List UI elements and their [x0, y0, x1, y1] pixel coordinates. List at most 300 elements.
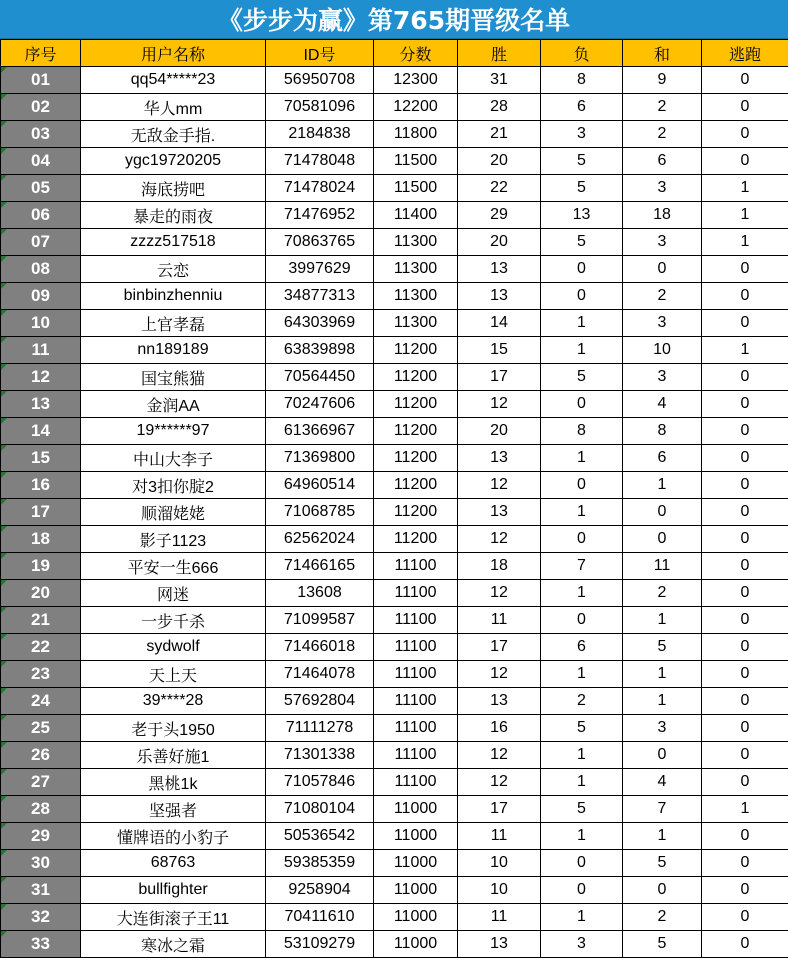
username-cell: 云恋 [81, 256, 266, 283]
losses-cell: 5 [541, 364, 623, 391]
draws-cell: 11 [623, 553, 702, 580]
username-cell: 懂牌语的小豹子 [81, 823, 266, 850]
id-cell: 71301338 [266, 742, 374, 769]
escapes-cell: 1 [702, 337, 788, 364]
id-cell: 64960514 [266, 472, 374, 499]
id-cell: 70564450 [266, 364, 374, 391]
score-cell: 11000 [374, 823, 458, 850]
id-cell: 71099587 [266, 607, 374, 634]
username-cell: 寒冰之霜 [81, 931, 266, 958]
losses-cell: 6 [541, 94, 623, 121]
draws-cell: 1 [623, 688, 702, 715]
score-cell: 11000 [374, 796, 458, 823]
header-draws: 和 [623, 40, 702, 67]
username-cell: 海底捞吧 [81, 175, 266, 202]
username-cell: 无敌金手指. [81, 121, 266, 148]
losses-cell: 0 [541, 526, 623, 553]
username-cell: 39****28 [81, 688, 266, 715]
escapes-cell: 0 [702, 850, 788, 877]
draws-cell: 6 [623, 445, 702, 472]
escapes-cell: 0 [702, 688, 788, 715]
draws-cell: 10 [623, 337, 702, 364]
wins-cell: 28 [458, 94, 541, 121]
score-cell: 11300 [374, 283, 458, 310]
wins-cell: 13 [458, 499, 541, 526]
id-cell: 70863765 [266, 229, 374, 256]
escapes-cell: 0 [702, 526, 788, 553]
table-row [1, 94, 788, 121]
losses-cell: 5 [541, 148, 623, 175]
id-cell: 63839898 [266, 337, 374, 364]
id-cell: 61366967 [266, 418, 374, 445]
wins-cell: 11 [458, 904, 541, 931]
draws-cell: 5 [623, 634, 702, 661]
score-cell: 12200 [374, 94, 458, 121]
draws-cell: 2 [623, 283, 702, 310]
table-row [1, 391, 788, 418]
id-cell: 71369800 [266, 445, 374, 472]
rank-cell: 23 [1, 661, 81, 688]
wins-cell: 14 [458, 310, 541, 337]
username-cell: 老于头1950 [81, 715, 266, 742]
rank-cell: 06 [1, 202, 81, 229]
header-username: 用户名称 [81, 40, 266, 67]
table-row [1, 418, 788, 445]
wins-cell: 11 [458, 823, 541, 850]
losses-cell: 1 [541, 661, 623, 688]
score-cell: 11000 [374, 931, 458, 958]
score-cell: 11100 [374, 661, 458, 688]
escapes-cell: 0 [702, 256, 788, 283]
escapes-cell: 0 [702, 715, 788, 742]
wins-cell: 20 [458, 148, 541, 175]
rank-cell: 14 [1, 418, 81, 445]
id-cell: 34877313 [266, 283, 374, 310]
id-cell: 71478024 [266, 175, 374, 202]
id-cell: 71464078 [266, 661, 374, 688]
draws-cell: 1 [623, 823, 702, 850]
header-losses: 负 [541, 40, 623, 67]
wins-cell: 20 [458, 229, 541, 256]
table-row [1, 796, 788, 823]
wins-cell: 10 [458, 850, 541, 877]
draws-cell: 6 [623, 148, 702, 175]
escapes-cell: 0 [702, 877, 788, 904]
escapes-cell: 0 [702, 742, 788, 769]
header-id: ID号 [266, 40, 374, 67]
username-cell: 坚强者 [81, 796, 266, 823]
losses-cell: 1 [541, 742, 623, 769]
wins-cell: 12 [458, 769, 541, 796]
table-row [1, 229, 788, 256]
rank-cell: 32 [1, 904, 81, 931]
wins-cell: 12 [458, 580, 541, 607]
score-cell: 11200 [374, 445, 458, 472]
losses-cell: 0 [541, 607, 623, 634]
wins-cell: 10 [458, 877, 541, 904]
rank-cell: 29 [1, 823, 81, 850]
draws-cell: 0 [623, 256, 702, 283]
score-cell: 11000 [374, 850, 458, 877]
losses-cell: 1 [541, 337, 623, 364]
losses-cell: 6 [541, 634, 623, 661]
losses-cell: 5 [541, 229, 623, 256]
draws-cell: 3 [623, 715, 702, 742]
score-cell: 11200 [374, 364, 458, 391]
table-body [1, 67, 788, 958]
username-cell: 黑桃1k [81, 769, 266, 796]
username-cell: 乐善好施1 [81, 742, 266, 769]
username-cell: ygc19720205 [81, 148, 266, 175]
id-cell: 50536542 [266, 823, 374, 850]
escapes-cell: 0 [702, 607, 788, 634]
page-title: 《步步为赢》第765期晋级名单 [0, 0, 788, 39]
wins-cell: 12 [458, 661, 541, 688]
score-cell: 11200 [374, 499, 458, 526]
table-row [1, 364, 788, 391]
rank-cell: 15 [1, 445, 81, 472]
score-cell: 11500 [374, 175, 458, 202]
username-cell: 上官孝磊 [81, 310, 266, 337]
losses-cell: 1 [541, 310, 623, 337]
draws-cell: 0 [623, 499, 702, 526]
username-cell: 国宝熊猫 [81, 364, 266, 391]
username-cell: bullfighter [81, 877, 266, 904]
id-cell: 2184838 [266, 121, 374, 148]
rank-cell: 25 [1, 715, 81, 742]
escapes-cell: 0 [702, 931, 788, 958]
escapes-cell: 0 [702, 499, 788, 526]
table-row [1, 148, 788, 175]
draws-cell: 0 [623, 526, 702, 553]
losses-cell: 5 [541, 796, 623, 823]
losses-cell: 0 [541, 256, 623, 283]
rank-cell: 10 [1, 310, 81, 337]
username-cell: 网迷 [81, 580, 266, 607]
score-cell: 11200 [374, 472, 458, 499]
username-cell: sydwolf [81, 634, 266, 661]
table-row [1, 742, 788, 769]
id-cell: 57692804 [266, 688, 374, 715]
table-row [1, 283, 788, 310]
rank-cell: 19 [1, 553, 81, 580]
draws-cell: 8 [623, 418, 702, 445]
draws-cell: 3 [623, 175, 702, 202]
id-cell: 70247606 [266, 391, 374, 418]
score-cell: 12300 [374, 67, 458, 94]
username-cell: 19******97 [81, 418, 266, 445]
losses-cell: 7 [541, 553, 623, 580]
losses-cell: 1 [541, 769, 623, 796]
table-row [1, 931, 788, 958]
draws-cell: 4 [623, 391, 702, 418]
username-cell: 大连街滚子王11 [81, 904, 266, 931]
id-cell: 70581096 [266, 94, 374, 121]
wins-cell: 17 [458, 796, 541, 823]
username-cell: 暴走的雨夜 [81, 202, 266, 229]
wins-cell: 29 [458, 202, 541, 229]
username-cell: zzzz517518 [81, 229, 266, 256]
escapes-cell: 1 [702, 175, 788, 202]
draws-cell: 0 [623, 742, 702, 769]
rank-cell: 33 [1, 931, 81, 958]
header-escapes: 逃跑 [702, 40, 788, 67]
table-row [1, 877, 788, 904]
table-row [1, 823, 788, 850]
draws-cell: 5 [623, 931, 702, 958]
table-row [1, 499, 788, 526]
table-row [1, 121, 788, 148]
rank-cell: 12 [1, 364, 81, 391]
wins-cell: 20 [458, 418, 541, 445]
wins-cell: 13 [458, 931, 541, 958]
rank-cell: 30 [1, 850, 81, 877]
losses-cell: 5 [541, 175, 623, 202]
table-row [1, 310, 788, 337]
losses-cell: 1 [541, 904, 623, 931]
ranking-table [0, 39, 788, 958]
wins-cell: 13 [458, 445, 541, 472]
draws-cell: 2 [623, 580, 702, 607]
table-row [1, 661, 788, 688]
rank-cell: 13 [1, 391, 81, 418]
table-row [1, 472, 788, 499]
wins-cell: 12 [458, 742, 541, 769]
score-cell: 11500 [374, 148, 458, 175]
escapes-cell: 0 [702, 94, 788, 121]
escapes-cell: 0 [702, 661, 788, 688]
losses-cell: 0 [541, 850, 623, 877]
id-cell: 70411610 [266, 904, 374, 931]
draws-cell: 2 [623, 121, 702, 148]
wins-cell: 31 [458, 67, 541, 94]
username-cell: 顺溜姥姥 [81, 499, 266, 526]
wins-cell: 12 [458, 472, 541, 499]
losses-cell: 13 [541, 202, 623, 229]
rank-cell: 18 [1, 526, 81, 553]
table-row [1, 634, 788, 661]
header-wins: 胜 [458, 40, 541, 67]
score-cell: 11100 [374, 580, 458, 607]
escapes-cell: 1 [702, 229, 788, 256]
score-cell: 11100 [374, 742, 458, 769]
draws-cell: 3 [623, 310, 702, 337]
rank-cell: 09 [1, 283, 81, 310]
rank-cell: 28 [1, 796, 81, 823]
score-cell: 11100 [374, 688, 458, 715]
score-cell: 11000 [374, 904, 458, 931]
escapes-cell: 0 [702, 634, 788, 661]
escapes-cell: 0 [702, 904, 788, 931]
wins-cell: 13 [458, 283, 541, 310]
escapes-cell: 0 [702, 391, 788, 418]
draws-cell: 1 [623, 472, 702, 499]
escapes-cell: 0 [702, 553, 788, 580]
wins-cell: 22 [458, 175, 541, 202]
wins-cell: 13 [458, 688, 541, 715]
table-row [1, 202, 788, 229]
username-cell: nn189189 [81, 337, 266, 364]
escapes-cell: 0 [702, 67, 788, 94]
wins-cell: 18 [458, 553, 541, 580]
escapes-cell: 0 [702, 364, 788, 391]
id-cell: 71068785 [266, 499, 374, 526]
score-cell: 11200 [374, 526, 458, 553]
rank-cell: 26 [1, 742, 81, 769]
username-cell: 华人mm [81, 94, 266, 121]
id-cell: 53109279 [266, 931, 374, 958]
losses-cell: 0 [541, 472, 623, 499]
losses-cell: 3 [541, 931, 623, 958]
score-cell: 11100 [374, 634, 458, 661]
escapes-cell: 0 [702, 148, 788, 175]
id-cell: 71476952 [266, 202, 374, 229]
table-row [1, 715, 788, 742]
losses-cell: 8 [541, 418, 623, 445]
score-cell: 11200 [374, 337, 458, 364]
rank-cell: 07 [1, 229, 81, 256]
draws-cell: 2 [623, 904, 702, 931]
escapes-cell: 0 [702, 472, 788, 499]
id-cell: 3997629 [266, 256, 374, 283]
score-cell: 11100 [374, 715, 458, 742]
rank-cell: 05 [1, 175, 81, 202]
draws-cell: 18 [623, 202, 702, 229]
id-cell: 56950708 [266, 67, 374, 94]
username-cell: 一步千杀 [81, 607, 266, 634]
score-cell: 11200 [374, 418, 458, 445]
escapes-cell: 1 [702, 796, 788, 823]
wins-cell: 13 [458, 256, 541, 283]
wins-cell: 15 [458, 337, 541, 364]
header-rank: 序号 [1, 40, 81, 67]
wins-cell: 21 [458, 121, 541, 148]
score-cell: 11100 [374, 769, 458, 796]
escapes-cell: 0 [702, 769, 788, 796]
table-row [1, 769, 788, 796]
wins-cell: 11 [458, 607, 541, 634]
username-cell: 平安一生666 [81, 553, 266, 580]
username-cell: 对3扣你腚2 [81, 472, 266, 499]
id-cell: 9258904 [266, 877, 374, 904]
losses-cell: 2 [541, 688, 623, 715]
escapes-cell: 0 [702, 445, 788, 472]
losses-cell: 0 [541, 391, 623, 418]
table-row [1, 256, 788, 283]
draws-cell: 7 [623, 796, 702, 823]
table-row [1, 607, 788, 634]
wins-cell: 17 [458, 364, 541, 391]
id-cell: 13608 [266, 580, 374, 607]
username-cell: 68763 [81, 850, 266, 877]
losses-cell: 0 [541, 283, 623, 310]
escapes-cell: 0 [702, 283, 788, 310]
id-cell: 71080104 [266, 796, 374, 823]
table-row [1, 445, 788, 472]
draws-cell: 1 [623, 661, 702, 688]
draws-cell: 0 [623, 877, 702, 904]
score-cell: 11000 [374, 877, 458, 904]
id-cell: 64303969 [266, 310, 374, 337]
rank-cell: 22 [1, 634, 81, 661]
losses-cell: 1 [541, 445, 623, 472]
rank-cell: 24 [1, 688, 81, 715]
wins-cell: 16 [458, 715, 541, 742]
username-cell: 天上天 [81, 661, 266, 688]
rank-cell: 02 [1, 94, 81, 121]
score-cell: 11100 [374, 553, 458, 580]
table-row [1, 850, 788, 877]
table-row [1, 688, 788, 715]
score-cell: 11300 [374, 229, 458, 256]
escapes-cell: 1 [702, 202, 788, 229]
score-cell: 11100 [374, 607, 458, 634]
header-score: 分数 [374, 40, 458, 67]
losses-cell: 1 [541, 580, 623, 607]
losses-cell: 0 [541, 877, 623, 904]
table-row [1, 580, 788, 607]
losses-cell: 5 [541, 715, 623, 742]
draws-cell: 3 [623, 229, 702, 256]
wins-cell: 17 [458, 634, 541, 661]
draws-cell: 1 [623, 607, 702, 634]
draws-cell: 3 [623, 364, 702, 391]
rank-cell: 03 [1, 121, 81, 148]
id-cell: 62562024 [266, 526, 374, 553]
escapes-cell: 0 [702, 418, 788, 445]
rank-cell: 21 [1, 607, 81, 634]
losses-cell: 8 [541, 67, 623, 94]
score-cell: 11300 [374, 256, 458, 283]
table-row [1, 553, 788, 580]
losses-cell: 3 [541, 121, 623, 148]
rank-cell: 08 [1, 256, 81, 283]
losses-cell: 1 [541, 499, 623, 526]
rank-cell: 04 [1, 148, 81, 175]
table-row [1, 67, 788, 94]
wins-cell: 12 [458, 391, 541, 418]
score-cell: 11800 [374, 121, 458, 148]
rank-cell: 31 [1, 877, 81, 904]
table-row [1, 337, 788, 364]
rank-cell: 17 [1, 499, 81, 526]
username-cell: 金润AA [81, 391, 266, 418]
id-cell: 71111278 [266, 715, 374, 742]
escapes-cell: 0 [702, 823, 788, 850]
id-cell: 71057846 [266, 769, 374, 796]
draws-cell: 9 [623, 67, 702, 94]
rank-cell: 27 [1, 769, 81, 796]
table-row [1, 175, 788, 202]
draws-cell: 5 [623, 850, 702, 877]
rank-cell: 16 [1, 472, 81, 499]
draws-cell: 4 [623, 769, 702, 796]
losses-cell: 1 [541, 823, 623, 850]
escapes-cell: 0 [702, 121, 788, 148]
score-cell: 11300 [374, 310, 458, 337]
id-cell: 71478048 [266, 148, 374, 175]
username-cell: qq54*****23 [81, 67, 266, 94]
escapes-cell: 0 [702, 310, 788, 337]
score-cell: 11400 [374, 202, 458, 229]
score-cell: 11200 [374, 391, 458, 418]
rank-cell: 11 [1, 337, 81, 364]
escapes-cell: 0 [702, 580, 788, 607]
draws-cell: 2 [623, 94, 702, 121]
rank-cell: 20 [1, 580, 81, 607]
username-cell: binbinzhenniu [81, 283, 266, 310]
id-cell: 71466018 [266, 634, 374, 661]
